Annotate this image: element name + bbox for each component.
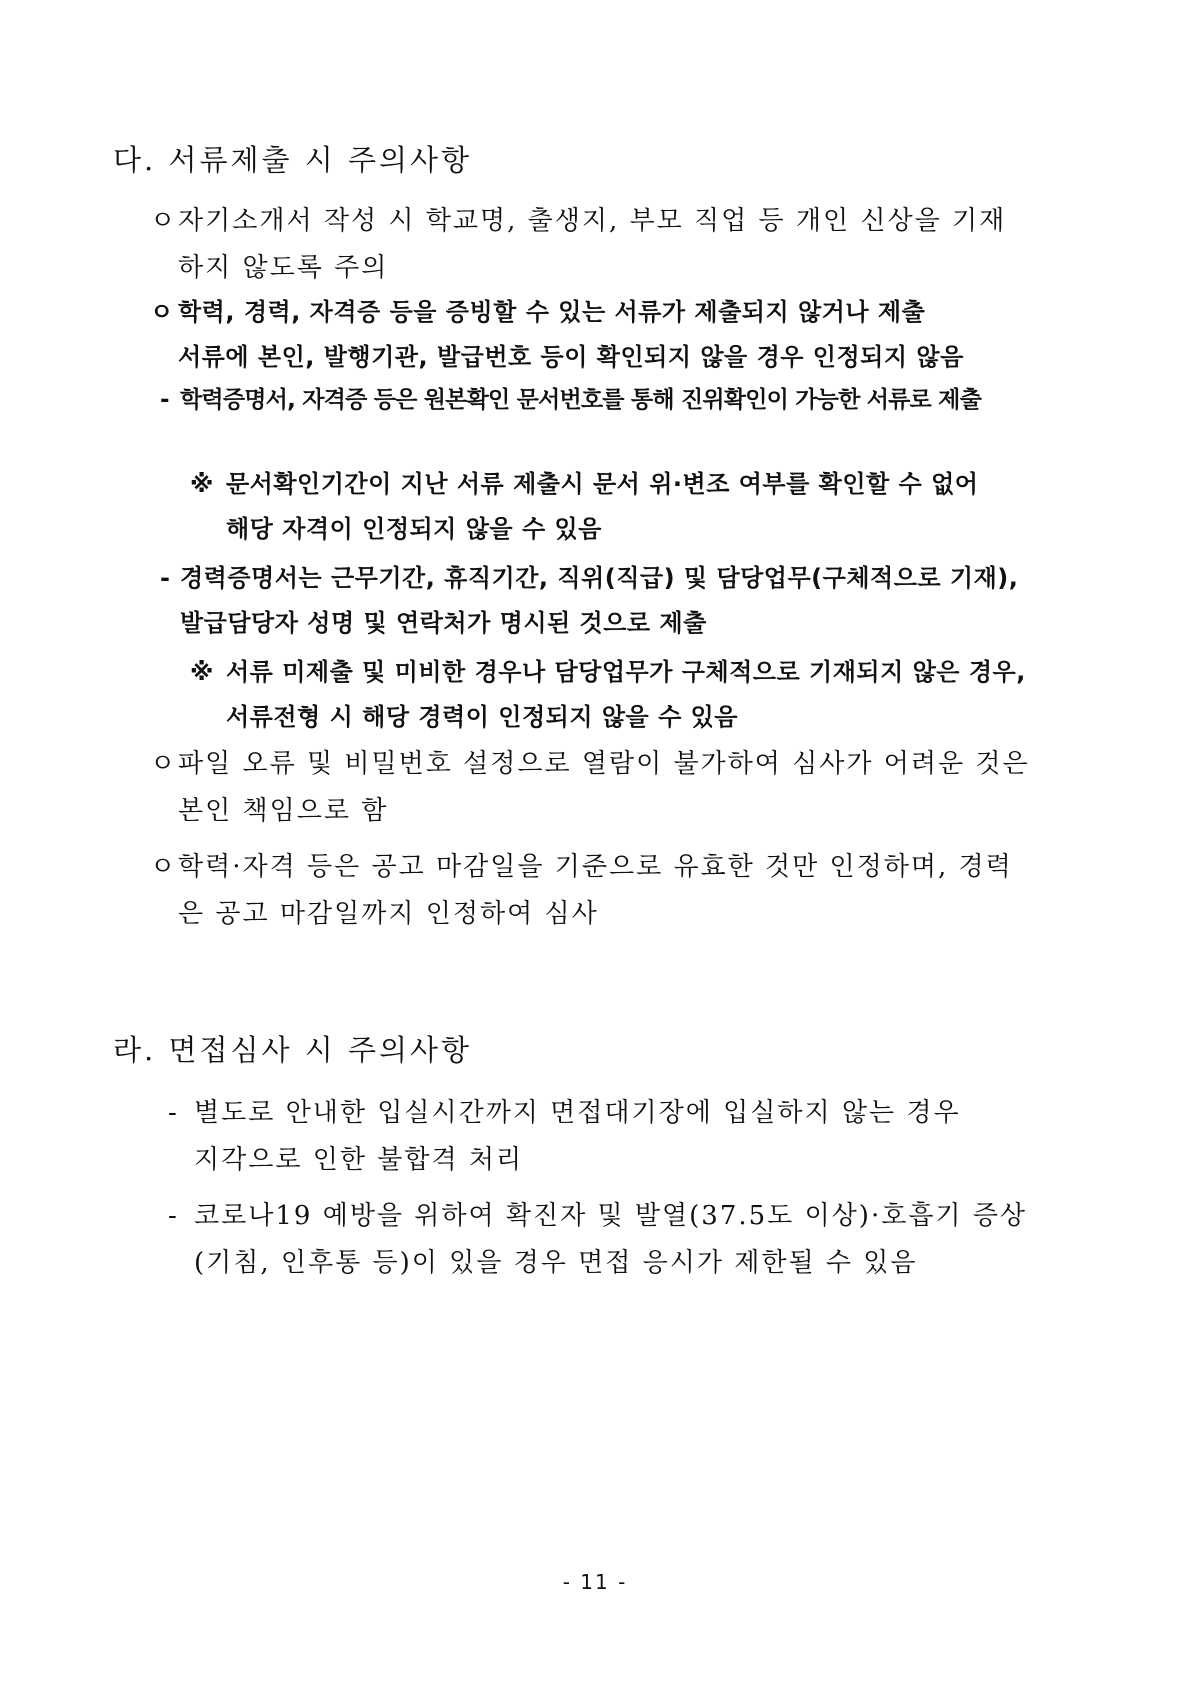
bullet-item-2-line-1: 학력, 경력, 자격증 등을 증빙할 수 있는 서류가 제출되지 않거나 제출 xyxy=(178,298,926,326)
bullet-item-3-line-1: 파일 오류 및 비밀번호 설정으로 열람이 불가하여 심사가 어려운 것은 xyxy=(178,749,1030,779)
bullet-item-1-line-2: 하지 않도록 주의 xyxy=(178,253,389,283)
interview-item-2-line-2: (기침, 인후통 등)이 있을 경우 면접 응시가 제한될 수 있음 xyxy=(194,1248,918,1278)
note-item-1-line-1: 문서확인기간이 지난 서류 제출시 문서 위·변조 여부를 확인할 수 없어 xyxy=(226,470,979,498)
interview-item-1-line-1: 별도로 안내한 입실시간까지 면접대기장에 입실하지 않는 경우 xyxy=(194,1098,961,1128)
bullet-marker: ㅇ xyxy=(150,852,178,882)
interview-item-1 xyxy=(168,1090,961,1184)
bullet-item-3-line-2: 본인 책임으로 함 xyxy=(178,796,389,826)
bullet-marker: ㅇ xyxy=(150,298,174,326)
sub-item-2-line-1: 경력증명서는 근무기간, 휴직기간, 직위(직급) 및 담당업무(구체적으로 기재), xyxy=(180,564,1019,592)
bullet-item-4-line-2: 은 공고 마감일까지 인정하여 심사 xyxy=(178,899,599,929)
sub-item-1-line-1: 학력증명서, 자격증 등은 원본확인 문서번호를 통해 진위확인이 가능한 서류로 제출 xyxy=(180,387,982,413)
reference-mark: ※ xyxy=(190,658,214,686)
sub-item-2-line-2: 발급담당자 성명 및 연락처가 명시된 것으로 제출 xyxy=(180,609,707,637)
note-item-2-line-2: 서류전형 시 해당 경력이 인정되지 않을 수 있음 xyxy=(226,703,738,731)
dash-marker: - xyxy=(168,1098,179,1128)
dash-marker: - xyxy=(160,387,169,413)
bullet-item-3 xyxy=(150,741,1030,835)
section-heading-c: 다. 서류제출 시 주의사항 xyxy=(113,143,473,177)
bullet-item-1 xyxy=(150,198,1006,292)
sub-item-1 xyxy=(160,378,981,423)
page-number: - 11 - xyxy=(562,1570,628,1594)
reference-mark: ※ xyxy=(190,470,214,498)
dash-marker: - xyxy=(168,1201,179,1231)
sub-item-2 xyxy=(160,556,1018,646)
interview-item-1-line-2: 지각으로 인한 불합격 처리 xyxy=(194,1145,524,1175)
note-item-1-line-2: 해당 자격이 인정되지 않을 수 있음 xyxy=(226,515,602,543)
bullet-item-4-line-1: 학력·자격 등은 공고 마감일을 기준으로 유효한 것만 인정하며, 경력 xyxy=(178,852,1013,882)
bullet-marker: ㅇ xyxy=(150,749,178,779)
note-item-2 xyxy=(190,650,1026,740)
section-heading-d: 라. 면접심사 시 주의사항 xyxy=(113,1033,473,1067)
note-item-2-line-1: 서류 미제출 및 미비한 경우나 담당업무가 구체적으로 기재되지 않은 경우, xyxy=(226,658,1026,686)
dash-marker: - xyxy=(160,564,171,592)
bullet-item-2-line-2: 서류에 본인, 발행기관, 발급번호 등이 확인되지 않을 경우 인정되지 않음 xyxy=(178,343,964,371)
bullet-marker: ㅇ xyxy=(150,206,178,236)
bullet-item-2 xyxy=(150,290,964,380)
note-item-1 xyxy=(190,462,978,552)
bullet-item-4 xyxy=(150,844,1013,938)
bullet-item-1-line-1: 자기소개서 작성 시 학교명, 출생지, 부모 직업 등 개인 신상을 기재 xyxy=(178,206,1007,236)
interview-item-2-line-1: 코로나19 예방을 위하여 확진자 및 발열(37.5도 이상)·호흡기 증상 xyxy=(194,1201,1028,1231)
interview-item-2 xyxy=(168,1193,1027,1287)
